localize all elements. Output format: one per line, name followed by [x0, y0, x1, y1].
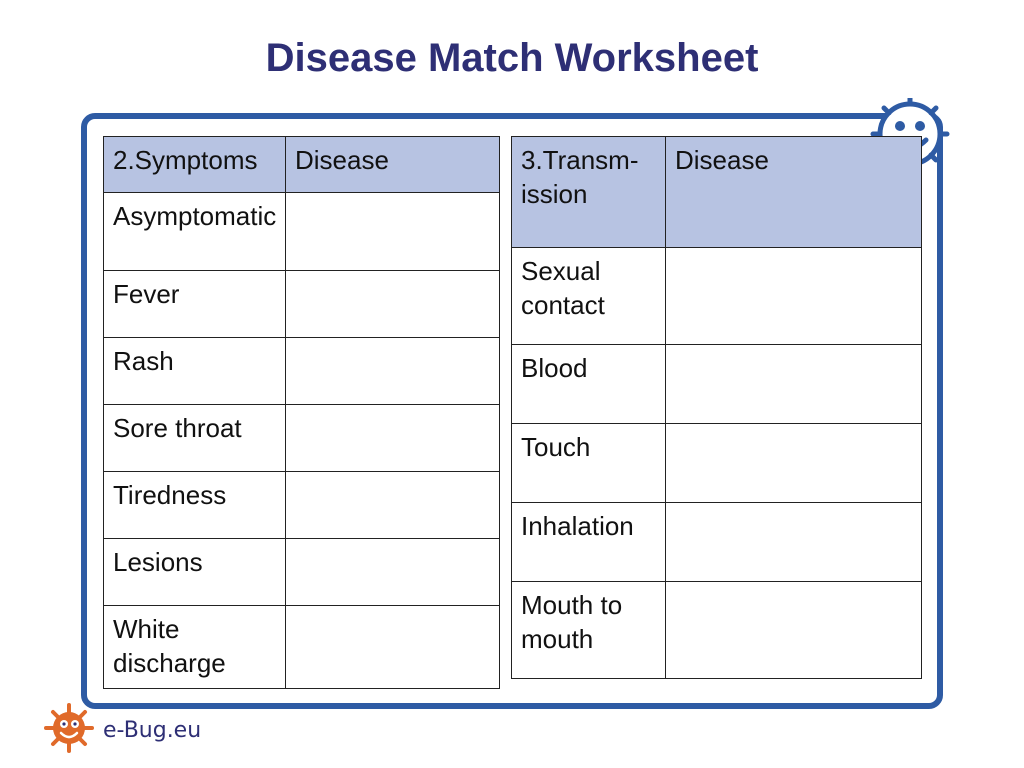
table-row: [104, 338, 500, 405]
table-row: [512, 503, 922, 582]
symptoms-table: [103, 136, 500, 689]
disease-answer-cell[interactable]: [666, 424, 922, 503]
symptom-label: Rash: [104, 338, 286, 405]
table-row: [512, 424, 922, 503]
disease-answer-cell[interactable]: [286, 405, 500, 472]
symptom-label: Tiredness: [104, 472, 286, 539]
disease-header: Disease: [286, 137, 500, 193]
transmission-label: Inhalation: [512, 503, 666, 582]
table-row: [512, 345, 922, 424]
table-row: [104, 539, 500, 606]
transmission-header: 3.Transm-ission: [512, 137, 666, 248]
transmission-table: [511, 136, 922, 679]
transmission-label: Blood: [512, 345, 666, 424]
disease-answer-cell[interactable]: [286, 271, 500, 338]
disease-answer-cell[interactable]: [286, 338, 500, 405]
ebug-bug-icon: [44, 702, 94, 754]
disease-header: Disease: [666, 137, 922, 248]
table-row: [104, 405, 500, 472]
page-title: Disease Match Worksheet: [265, 36, 759, 80]
table-row: [512, 248, 922, 345]
table-row: [104, 472, 500, 539]
symptom-label: Asymptomatic: [104, 193, 286, 271]
transmission-label: Sexual contact: [512, 248, 666, 345]
symptom-label: White discharge: [104, 606, 286, 689]
disease-answer-cell[interactable]: [286, 539, 500, 606]
disease-answer-cell[interactable]: [286, 606, 500, 689]
transmission-label: Mouth to mouth: [512, 582, 666, 679]
table-row: [512, 582, 922, 679]
symptoms-header: 2.Symptoms: [104, 137, 286, 193]
transmission-label: Touch: [512, 424, 666, 503]
disease-answer-cell[interactable]: [286, 193, 500, 271]
table-row: [104, 271, 500, 338]
symptom-label: Lesions: [104, 539, 286, 606]
table-row: [104, 606, 500, 689]
symptom-label: Fever: [104, 271, 286, 338]
disease-answer-cell[interactable]: [666, 248, 922, 345]
table-row: [104, 193, 500, 271]
disease-answer-cell[interactable]: [666, 345, 922, 424]
disease-answer-cell[interactable]: [666, 503, 922, 582]
disease-answer-cell[interactable]: [286, 472, 500, 539]
symptom-label: Sore throat: [104, 405, 286, 472]
disease-answer-cell[interactable]: [666, 582, 922, 679]
brand-link[interactable]: e-Bug.eu: [103, 718, 202, 743]
